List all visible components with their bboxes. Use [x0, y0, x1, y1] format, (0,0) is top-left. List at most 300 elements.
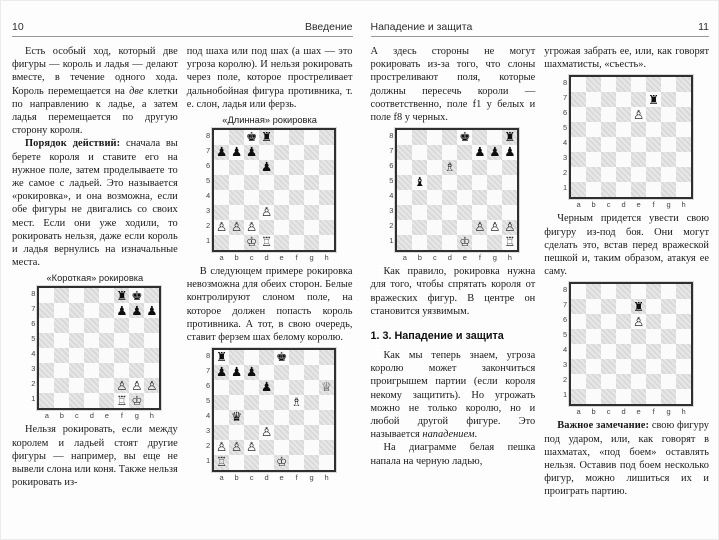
page-10-header: [12, 21, 353, 37]
square-g5: [487, 175, 502, 190]
square-a1: [397, 235, 412, 250]
page-number-right: 11: [698, 21, 709, 33]
piece-bP-a7: ♟: [216, 365, 228, 380]
square-g8: [304, 130, 319, 145]
text-run: под шаха или под шах (а шах — это угроза королю). И нельзя рокировать через поле, которое простреливает дальнобойная фигура противника, т. е. слон, ладья или ферзь.: [186, 46, 353, 110]
square-f3: [289, 425, 304, 440]
file-label: b: [417, 253, 422, 263]
piece-wR-d1: ♖: [261, 235, 273, 250]
square-b7: [54, 303, 69, 318]
square-c8: [427, 130, 442, 145]
square-d3: [84, 363, 99, 378]
square-f6: [472, 160, 487, 175]
chess-diagram-long-castling: [203, 115, 336, 262]
rank-label: 8: [389, 131, 394, 141]
square-b3: [54, 363, 69, 378]
file-label: e: [462, 253, 467, 263]
square-b1: [229, 235, 244, 250]
square-f2: [289, 440, 304, 455]
rank-labels: [386, 128, 395, 248]
square-a8: [397, 130, 412, 145]
square-e5: [631, 122, 646, 137]
page-10: [1, 1, 360, 539]
square-h3: [676, 359, 691, 374]
piece-bP-a7: ♟: [216, 145, 228, 160]
text-run: угрожая забрать ее, или, как говорят шахматисты, «съесть».: [544, 46, 709, 71]
file-label: c: [606, 200, 611, 210]
piece-bR-a8: ♜: [216, 350, 228, 365]
square-b7: [412, 145, 427, 160]
square-h4: [144, 348, 159, 363]
piece-bQ-b4: ♛: [231, 410, 243, 425]
diagram-caption: «Короткая» рокировка: [46, 273, 144, 284]
square-d4: [259, 410, 274, 425]
square-b3: [586, 152, 601, 167]
file-labels: [571, 199, 693, 209]
square-b3: [586, 359, 601, 374]
square-c8: [601, 284, 616, 299]
file-label: d: [89, 411, 94, 421]
square-a3: [214, 205, 229, 220]
square-g7: [661, 299, 676, 314]
file-label: c: [249, 473, 254, 483]
square-c2: [601, 167, 616, 182]
rank-label: 3: [205, 426, 211, 436]
square-f3: [114, 363, 129, 378]
file-label: d: [264, 473, 269, 483]
page-11-column-1: [371, 45, 536, 499]
file-label: a: [576, 200, 581, 210]
square-d7: [616, 92, 631, 107]
square-c4: [427, 190, 442, 205]
square-a2: [571, 167, 586, 182]
file-label: e: [279, 473, 284, 483]
piece-bP-h7: ♟: [504, 145, 516, 160]
square-d1: [84, 393, 99, 408]
paragraph: [187, 45, 353, 111]
text-run: Нельзя рокировать, если между королем и ладьей стоят другие фигуры — например, вы еще не вывели слона или коня. Также нельзя рокировать из-: [12, 424, 178, 489]
square-f1: [289, 455, 304, 470]
square-a4: [39, 348, 54, 363]
square-b5: [229, 395, 244, 410]
square-a6: [39, 318, 54, 333]
square-e4: [631, 344, 646, 359]
square-h6: [676, 314, 691, 329]
square-h3: [319, 425, 334, 440]
square-a4: [571, 344, 586, 359]
square-b8: [412, 130, 427, 145]
square-f8: [289, 350, 304, 365]
square-c3: [244, 425, 259, 440]
file-label: d: [264, 253, 269, 263]
file-label: b: [234, 473, 239, 483]
square-e3: [457, 205, 472, 220]
square-c6: [601, 314, 616, 329]
piece-bP-d6: ♟: [261, 160, 273, 175]
square-a4: [214, 410, 229, 425]
square-d2: [616, 374, 631, 389]
paragraph: [371, 349, 536, 441]
square-h1: [319, 235, 334, 250]
square-a3: [571, 152, 586, 167]
square-b6: [229, 380, 244, 395]
square-b1: [229, 455, 244, 470]
square-f5: [289, 175, 304, 190]
square-a6: [214, 380, 229, 395]
text-run-bold: Важное замечание:: [557, 420, 650, 432]
square-d5: [616, 329, 631, 344]
square-g3: [661, 152, 676, 167]
board-with-rank-labels: [203, 128, 336, 252]
square-h6: [502, 160, 517, 175]
square-d7: [259, 145, 274, 160]
square-c8: [244, 350, 259, 365]
square-f1: [646, 182, 661, 197]
square-b4: [586, 137, 601, 152]
square-c2: [427, 220, 442, 235]
file-label: f: [120, 411, 123, 421]
page-10-column-2: [187, 45, 353, 489]
square-g6: [304, 160, 319, 175]
square-d4: [442, 190, 457, 205]
square-b7: [586, 92, 601, 107]
square-f6: [646, 314, 661, 329]
square-b2: [54, 378, 69, 393]
square-c4: [244, 410, 259, 425]
square-d4: [616, 344, 631, 359]
rank-label: 4: [31, 349, 36, 359]
square-b3: [229, 205, 244, 220]
file-label: e: [636, 407, 641, 417]
square-e2: [631, 167, 646, 182]
chess-diagram-rook-blocks-pawn: [560, 282, 693, 416]
rank-label: 4: [389, 191, 394, 201]
square-g3: [304, 205, 319, 220]
page-10-columns: [12, 45, 353, 489]
square-b7: [586, 299, 601, 314]
file-label: a: [219, 473, 224, 483]
square-h8: [676, 284, 691, 299]
square-a6: [397, 160, 412, 175]
square-c1: [427, 235, 442, 250]
square-g6: [661, 314, 676, 329]
running-title-left: Введение: [304, 21, 353, 33]
square-b5: [54, 333, 69, 348]
rank-label: 4: [562, 138, 568, 148]
square-a8: [39, 288, 54, 303]
square-e3: [274, 425, 289, 440]
square-b3: [229, 425, 244, 440]
square-h2: [319, 440, 334, 455]
square-g6: [129, 318, 144, 333]
square-c8: [69, 288, 84, 303]
square-e5: [631, 329, 646, 344]
square-g1: [487, 235, 502, 250]
piece-wP-f2: ♙: [116, 378, 128, 393]
square-g4: [304, 190, 319, 205]
file-label: d: [621, 407, 626, 417]
square-h4: [319, 190, 334, 205]
piece-wP-g2: ♙: [489, 220, 501, 235]
square-c2: [601, 374, 616, 389]
square-d5: [259, 175, 274, 190]
square-a1: [39, 393, 54, 408]
board-with-rank-labels: [28, 286, 161, 410]
rank-label: 3: [389, 206, 394, 216]
square-d3: [616, 152, 631, 167]
rank-label: 8: [562, 78, 568, 88]
square-e3: [99, 363, 114, 378]
square-f1: [646, 389, 661, 404]
square-a7: [397, 145, 412, 160]
square-h3: [676, 152, 691, 167]
piece-bP-f7: ♟: [474, 145, 486, 160]
square-c1: [601, 389, 616, 404]
paragraph: [371, 265, 536, 318]
board-with-rank-labels: [560, 282, 693, 406]
chess-board: [395, 128, 519, 252]
square-f6: [289, 160, 304, 175]
file-label: c: [606, 407, 611, 417]
square-h8: [319, 130, 334, 145]
square-g1: [304, 235, 319, 250]
square-c5: [244, 175, 259, 190]
square-c4: [244, 190, 259, 205]
square-a5: [214, 175, 229, 190]
square-c5: [427, 175, 442, 190]
piece-bR-d8: ♜: [261, 130, 273, 145]
square-d7: [616, 299, 631, 314]
square-h5: [676, 329, 691, 344]
square-f8: [289, 130, 304, 145]
square-e2: [99, 378, 114, 393]
square-b6: [412, 160, 427, 175]
square-c7: [69, 303, 84, 318]
square-h4: [319, 410, 334, 425]
piece-wB-f5: ♗: [291, 395, 303, 410]
square-h8: [144, 288, 159, 303]
paragraph: [12, 423, 178, 489]
square-a8: [571, 284, 586, 299]
square-c6: [601, 107, 616, 122]
rank-label: 7: [562, 93, 568, 103]
square-g1: [661, 182, 676, 197]
square-g5: [304, 395, 319, 410]
square-a1: [571, 182, 586, 197]
file-label: a: [576, 407, 581, 417]
square-g3: [304, 425, 319, 440]
square-b5: [586, 329, 601, 344]
square-d2: [442, 220, 457, 235]
square-e4: [274, 410, 289, 425]
piece-bK-e8: ♚: [459, 130, 471, 145]
square-h7: [676, 299, 691, 314]
square-d2: [84, 378, 99, 393]
square-c8: [601, 77, 616, 92]
rank-label: 2: [389, 221, 394, 231]
piece-bR-h8: ♜: [504, 130, 516, 145]
square-e4: [274, 190, 289, 205]
file-label: g: [666, 407, 671, 417]
square-f3: [646, 359, 661, 374]
piece-wP-e6: ♙: [633, 314, 645, 329]
square-e7: [274, 145, 289, 160]
square-f6: [114, 318, 129, 333]
chess-diagram-bishops-control: [386, 128, 519, 262]
square-d1: [616, 182, 631, 197]
square-f4: [646, 137, 661, 152]
square-e7: [457, 145, 472, 160]
square-h5: [676, 122, 691, 137]
text-run: .: [474, 429, 478, 441]
square-f4: [472, 190, 487, 205]
piece-bK-e8: ♚: [276, 350, 288, 365]
chess-board: [212, 128, 336, 252]
square-g8: [661, 77, 676, 92]
square-b8: [229, 350, 244, 365]
square-h5: [319, 175, 334, 190]
text-run: свою фигуру под ударом, или, как говорят в шахматах, «под боем» оставлять нельзя. Оставив под боем несколько фигур, можно лишиться их и проиграть партию.: [544, 420, 710, 498]
piece-wP-h2: ♙: [146, 378, 158, 393]
square-b6: [54, 318, 69, 333]
square-f3: [472, 205, 487, 220]
rank-label: 5: [31, 334, 36, 344]
file-label: e: [636, 200, 641, 210]
page-11-column-2: [544, 45, 709, 499]
square-g4: [304, 410, 319, 425]
piece-bP-d6: ♟: [261, 380, 273, 395]
square-a5: [571, 122, 586, 137]
piece-wP-e6: ♙: [633, 107, 645, 122]
square-g1: [661, 389, 676, 404]
piece-wP-b2: ♙: [231, 220, 243, 235]
square-b4: [412, 190, 427, 205]
square-c3: [244, 205, 259, 220]
piece-bB-b5: ♝: [414, 175, 426, 190]
square-d3: [616, 359, 631, 374]
square-g1: [304, 455, 319, 470]
paragraph: [544, 212, 709, 278]
square-d2: [616, 167, 631, 182]
chess-board: [569, 75, 693, 199]
rank-label: 5: [389, 176, 394, 186]
square-c3: [69, 363, 84, 378]
square-f1: [289, 235, 304, 250]
diagram-caption: «Длинная» рокировка: [222, 115, 317, 126]
square-c6: [427, 160, 442, 175]
piece-bP-c7: ♟: [246, 365, 258, 380]
square-e2: [631, 374, 646, 389]
square-b5: [586, 122, 601, 137]
square-h3: [144, 363, 159, 378]
square-g5: [304, 175, 319, 190]
rank-label: 5: [562, 330, 568, 340]
square-d3: [442, 205, 457, 220]
square-a5: [214, 395, 229, 410]
text-run-bold: Порядок действий:: [25, 138, 121, 150]
piece-wP-f2: ♙: [474, 220, 486, 235]
paragraph: [12, 45, 178, 137]
square-e1: [631, 182, 646, 197]
rank-label: 8: [562, 285, 568, 295]
rank-label: 6: [31, 319, 36, 329]
rank-label: 8: [31, 289, 36, 299]
square-b6: [586, 107, 601, 122]
file-label: g: [309, 473, 314, 483]
rank-label: 3: [562, 360, 568, 370]
square-f4: [114, 348, 129, 363]
square-b4: [586, 344, 601, 359]
text-run-italic: две: [129, 85, 144, 97]
square-b1: [586, 389, 601, 404]
square-g4: [487, 190, 502, 205]
square-a3: [214, 425, 229, 440]
square-e3: [631, 359, 646, 374]
square-h8: [319, 350, 334, 365]
square-g7: [304, 365, 319, 380]
square-b5: [229, 175, 244, 190]
square-f6: [289, 380, 304, 395]
square-a8: [214, 130, 229, 145]
text-run: В следующем примере рокировка невозможна для обеих сторон. Белые контролируют слоном поле, на которое должен попасть король противника. А тот, в свою очередь, ставит ферзем шах белому королю.: [186, 266, 353, 344]
piece-wR-f1: ♖: [116, 393, 128, 408]
file-label: f: [652, 200, 655, 210]
square-g6: [661, 107, 676, 122]
text-run: Есть особый ход, который две фигуры — король и ладья — делают вместе, в течение одного хода. Король перемещается на: [12, 46, 178, 97]
square-c1: [69, 393, 84, 408]
piece-wP-a2: ♙: [216, 440, 228, 455]
square-b4: [54, 348, 69, 363]
text-run: Как правило, рокировка нужна для того, чтобы спрятать короля от вражеских фигур. В центре он становится уязвимым.: [370, 266, 536, 317]
square-b2: [586, 374, 601, 389]
square-a7: [571, 299, 586, 314]
square-f1: [472, 235, 487, 250]
file-label: g: [134, 411, 139, 421]
square-b4: [229, 190, 244, 205]
piece-wP-d3: ♙: [261, 205, 273, 220]
file-label: g: [492, 253, 497, 263]
square-d2: [259, 220, 274, 235]
square-d5: [442, 175, 457, 190]
square-h3: [319, 205, 334, 220]
square-c6: [244, 380, 259, 395]
square-f3: [289, 205, 304, 220]
square-e6: [274, 160, 289, 175]
square-d1: [616, 389, 631, 404]
piece-wP-c2: ♙: [246, 440, 258, 455]
square-c7: [427, 145, 442, 160]
square-g8: [487, 130, 502, 145]
rank-label: 4: [205, 411, 211, 421]
file-labels: [214, 252, 336, 262]
square-f7: [646, 299, 661, 314]
rank-label: 8: [205, 351, 211, 361]
square-e3: [631, 152, 646, 167]
square-e3: [274, 205, 289, 220]
square-e7: [631, 92, 646, 107]
square-f8: [472, 130, 487, 145]
paragraph: [12, 137, 178, 269]
square-g5: [129, 333, 144, 348]
square-a1: [571, 389, 586, 404]
rank-label: 2: [31, 379, 36, 389]
square-a5: [39, 333, 54, 348]
file-label: a: [219, 253, 224, 263]
rank-label: 2: [562, 375, 568, 385]
rank-label: 2: [205, 221, 211, 231]
file-label: f: [295, 253, 298, 263]
page-10-column-1: [12, 45, 178, 489]
